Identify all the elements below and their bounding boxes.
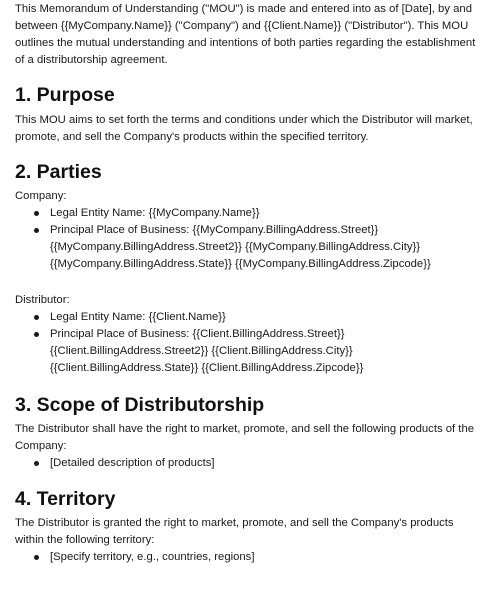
section-heading-purpose: 1. Purpose: [15, 84, 115, 106]
company-details-list: [15, 205, 477, 273]
territory-paragraph: The Distributor is granted the right to market, promote, and sell the Company's products within the following territory:: [15, 517, 454, 546]
list-item-line: {{MyCompany.BillingAddress.Street2}} {{MyCompany.BillingAddress.City}}: [50, 241, 421, 253]
list-item: [15, 205, 477, 222]
list-item: [15, 326, 477, 377]
list-item-line: Legal Entity Name: {{Client.Name}}: [50, 311, 226, 323]
list-item-line: {{Client.BillingAddress.State}} {{Client.BillingAddress.Zipcode}}: [50, 362, 364, 374]
list-item-line: {{Client.BillingAddress.Street2}} {{Client.BillingAddress.City}}: [50, 345, 353, 357]
bullet-icon: [34, 315, 39, 320]
distributor-details-list: [15, 309, 477, 377]
list-item: [15, 549, 477, 566]
scope-paragraph: The Distributor shall have the right to market, promote, and sell the following products of the Company:: [15, 423, 475, 452]
territory-list: [15, 549, 477, 566]
list-item: [15, 455, 477, 472]
list-item-line: Legal Entity Name: {{MyCompany.Name}}: [50, 207, 260, 219]
list-item-line: [Specify territory, e.g., countries, regions]: [50, 551, 255, 563]
bullet-icon: [34, 461, 39, 466]
list-item-line: [Detailed description of products]: [50, 457, 215, 469]
bullet-icon: [34, 555, 39, 560]
bullet-icon: [34, 228, 39, 233]
list-item-line: Principal Place of Business: {{MyCompany.BillingAddress.Street}}: [50, 224, 379, 236]
bullet-icon: [34, 211, 39, 216]
section-heading-parties: 2. Parties: [15, 161, 102, 183]
section-heading-scope: 3. Scope of Distributorship: [15, 394, 265, 416]
list-item-line: {{MyCompany.BillingAddress.State}} {{MyCompany.BillingAddress.Zipcode}}: [50, 258, 431, 270]
purpose-paragraph: This MOU aims to set forth the terms and conditions under which the Distributor will market, promote, and sell the Company's products within the specified territory.: [15, 114, 473, 143]
company-label: Company:: [15, 190, 67, 202]
list-item: [15, 309, 477, 326]
list-item: [15, 222, 477, 273]
section-heading-territory: 4. Territory: [15, 488, 116, 510]
list-item-line: Principal Place of Business: {{Client.BillingAddress.Street}}: [50, 328, 345, 340]
bullet-icon: [34, 332, 39, 337]
intro-paragraph: This Memorandum of Understanding ("MOU") is made and entered into as of [Date], by and between {{MyCompany.Name}} ("Company") and {{Client.Name}} ("Distributor"). This MOU outlines the mutual understanding and intentions of both parties regarding the establishment of a distributorship agreement.: [15, 3, 476, 66]
scope-products-list: [15, 455, 477, 472]
distributor-label: Distributor:: [15, 294, 70, 306]
